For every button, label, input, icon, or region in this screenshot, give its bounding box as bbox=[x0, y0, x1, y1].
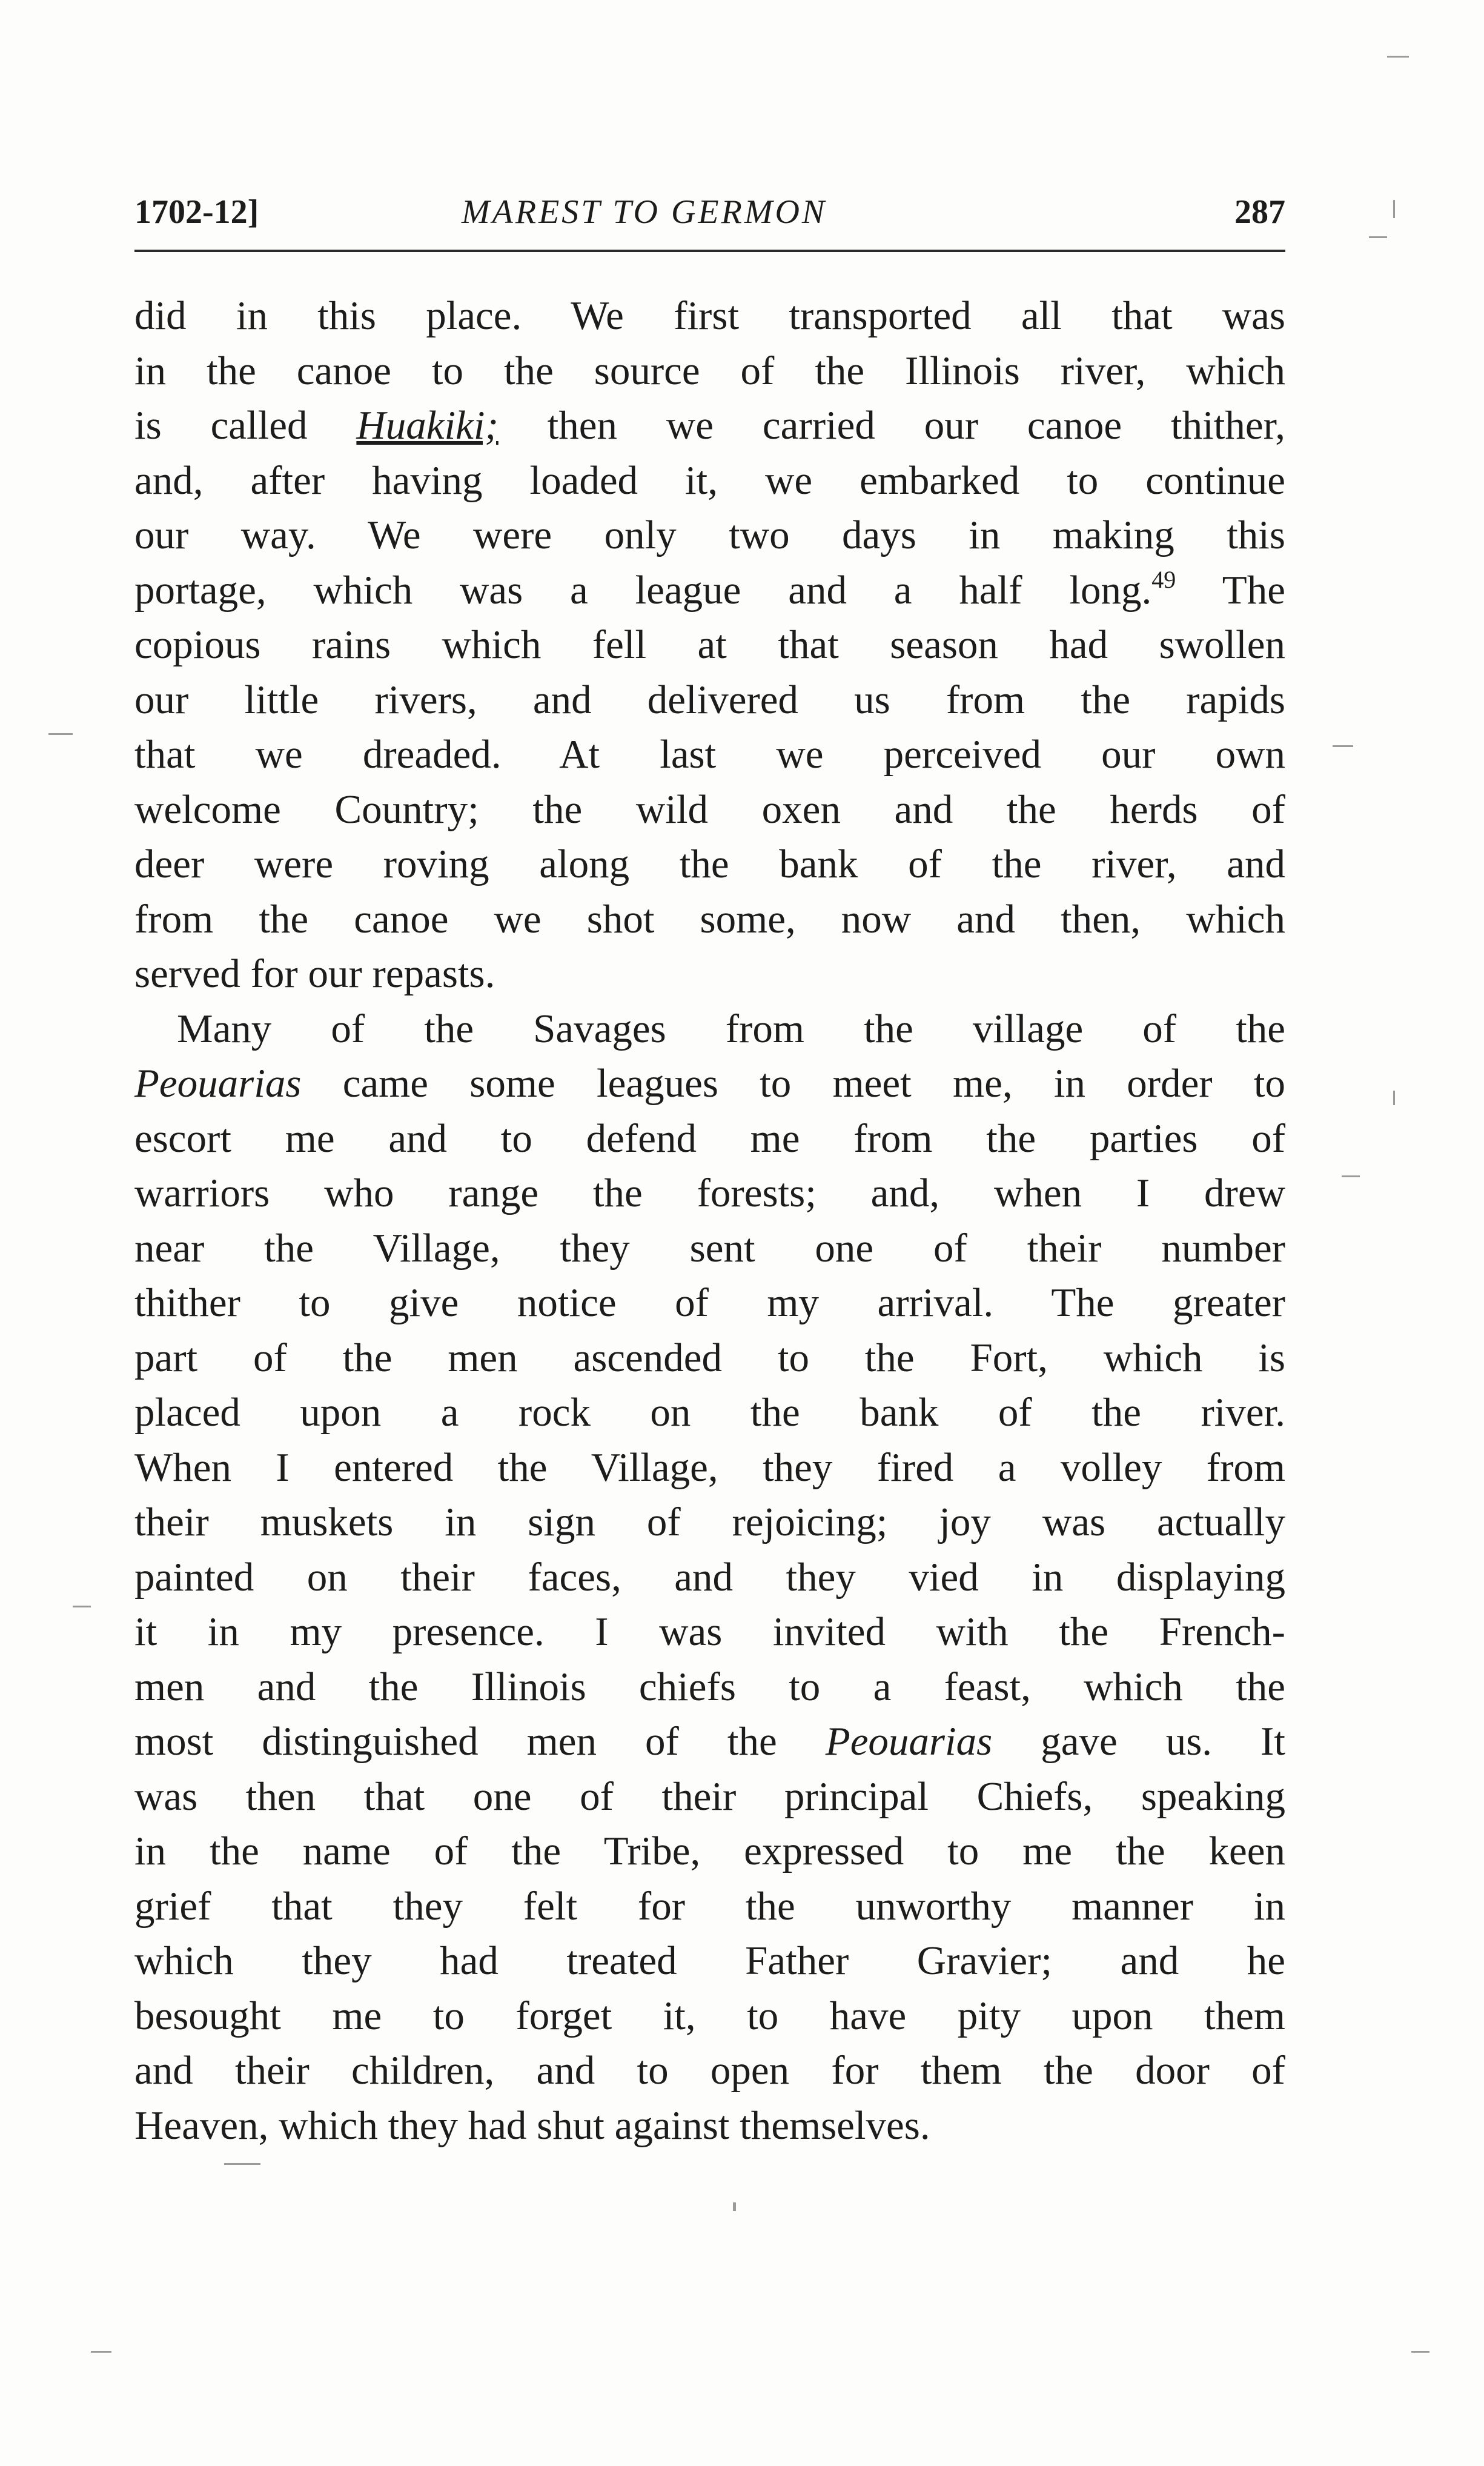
text-line: in the canoe to the source of the Illinois river, which bbox=[134, 348, 1285, 393]
scan-speck bbox=[73, 1606, 91, 1607]
text-line: and their children, and to open for them the door of bbox=[134, 2048, 1285, 2093]
text-line: their muskets in sign of rejoicing; joy was actually bbox=[134, 1500, 1285, 1544]
scan-speck bbox=[1387, 56, 1409, 58]
scan-speck bbox=[1342, 1175, 1360, 1177]
text-line: warriors who range the forests; and, when I drew bbox=[134, 1171, 1285, 1215]
text-line: was then that one of their principal Chiefs, speaking bbox=[134, 1773, 1285, 1819]
scan-speck bbox=[733, 2202, 736, 2211]
text-line: that we dreaded. At last we perceived our own bbox=[134, 732, 1285, 777]
text-line: men and the Illinois chiefs to a feast, which the bbox=[134, 1664, 1285, 1709]
header-rule bbox=[134, 250, 1285, 252]
text-line: besought me to forget it, to have pity upon them bbox=[134, 1993, 1285, 2038]
text-line: from the canoe we shot some, now and then, which bbox=[134, 896, 1285, 942]
text-line: Peouarias came some leagues to meet me, in order to bbox=[134, 1061, 1285, 1106]
scan-speck bbox=[224, 2163, 260, 2165]
text-line: welcome Country; the wild oxen and the herds of bbox=[134, 786, 1285, 832]
text-line: which they had treated Father Gravier; and he bbox=[134, 1938, 1285, 1983]
scan-speck bbox=[1393, 1091, 1395, 1105]
text-line: our little rivers, and delivered us from the rapids bbox=[134, 677, 1285, 722]
scan-speck bbox=[1333, 745, 1353, 747]
text-line: placed upon a rock on the bank of the river. bbox=[134, 1390, 1285, 1435]
text-line: did in this place. We first transported all that was bbox=[134, 293, 1285, 338]
text-line: part of the men ascended to the Fort, which is bbox=[134, 1335, 1285, 1380]
text-line: is called Huakiki; then we carried our canoe thither, bbox=[134, 403, 1285, 448]
text-line: Many of the Savages from the village of the bbox=[177, 1006, 1285, 1051]
scan-speck bbox=[48, 733, 73, 735]
text-line: copious rains which fell at that season had swollen bbox=[134, 622, 1285, 667]
running-head-date-range: 1702-12] bbox=[134, 193, 259, 231]
tribe-name: Peouarias bbox=[134, 1061, 302, 1106]
scan-speck bbox=[1369, 236, 1387, 238]
text-line: served for our repasts. bbox=[134, 951, 495, 996]
text-line: most distinguished men of the Peouarias gave us. It bbox=[134, 1719, 1285, 1764]
tribe-name: Peouarias bbox=[825, 1719, 993, 1764]
footnote-reference: 49 bbox=[1151, 565, 1176, 593]
body-text bbox=[134, 288, 1285, 2153]
running-head bbox=[134, 193, 1285, 231]
text-line: near the Village, they sent one of their number bbox=[134, 1225, 1285, 1271]
text-line: our way. We were only two days in making this bbox=[134, 513, 1285, 557]
scan-speck bbox=[1393, 200, 1395, 218]
place-name: Huakiki; bbox=[356, 403, 499, 448]
text-line: it in my presence. I was invited with the French- bbox=[134, 1609, 1285, 1654]
scan-speck bbox=[1411, 2351, 1429, 2353]
text-line: grief that they felt for the unworthy manner in bbox=[134, 1883, 1285, 1929]
text-line: thither to give notice of my arrival. The greater bbox=[134, 1280, 1285, 1325]
running-head-title: MAREST TO GERMON bbox=[462, 193, 827, 231]
text-line: Heaven, which they had shut against themselves. bbox=[134, 2102, 930, 2148]
page-number: 287 bbox=[1234, 193, 1285, 231]
paragraph-1 bbox=[134, 288, 1285, 1002]
text-line: When I entered the Village, they fired a volley from bbox=[134, 1444, 1285, 1490]
text-line: escort me and to defend me from the parties of bbox=[134, 1115, 1285, 1161]
text-line: deer were roving along the bank of the river, and bbox=[134, 842, 1285, 886]
text-line: in the name of the Tribe, expressed to me the keen bbox=[134, 1829, 1285, 1873]
text-line: and, after having loaded it, we embarked to continue bbox=[134, 457, 1285, 503]
text-line: portage, which was a league and a half long.$^{49}$ The bbox=[134, 565, 1285, 613]
scan-speck bbox=[91, 2351, 111, 2353]
text-line: painted on their faces, and they vied in displaying bbox=[134, 1554, 1285, 1600]
paragraph-2 bbox=[134, 1002, 1285, 2153]
